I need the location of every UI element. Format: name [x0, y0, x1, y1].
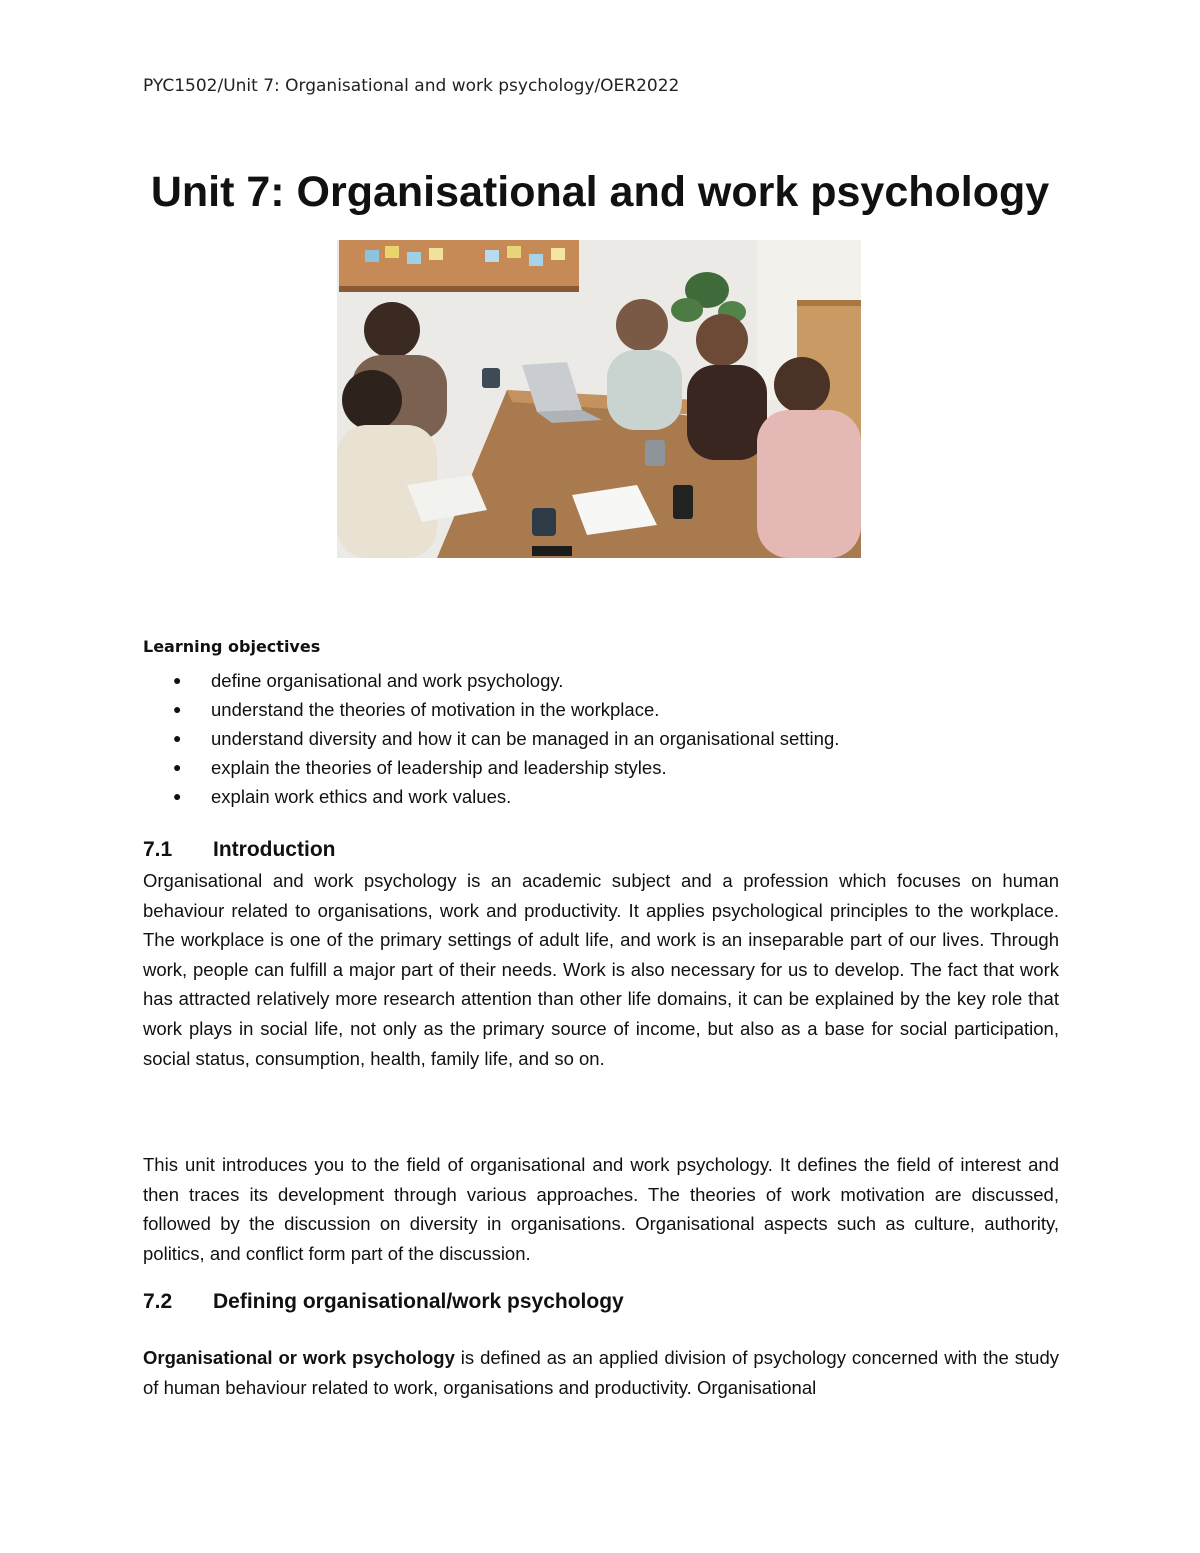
meeting-photo-icon	[337, 240, 861, 558]
list-item	[143, 724, 839, 753]
bullet-icon: ●	[173, 788, 182, 804]
list-item-text: explain the theories of leadership and leadership styles.	[211, 757, 667, 778]
list-item-text: explain work ethics and work values.	[211, 786, 512, 807]
page-title: Unit 7: Organisational and work psychology	[150, 168, 1050, 216]
running-header: PYC1502/Unit 7: Organisational and work psychology/OER2022	[143, 76, 680, 96]
definition-paragraph	[143, 1343, 1059, 1402]
list-item-text: understand the theories of motivation in the workplace.	[211, 699, 660, 720]
list-item	[143, 666, 839, 695]
list-item-text: define organisational and work psychology.	[211, 670, 564, 691]
bullet-icon: ●	[173, 730, 182, 746]
introduction-paragraph-1: Organisational and work psychology is an academic subject and a profession which focuses on human behaviour related to organisations, work and productivity. It applies psychological principles to the workplace. The workplace is one of the primary settings of adult life, and work is an inseparable part of our lives. Through work, people can fulfill a major part of their needs. Work is also necessary for us to develop. The fact that work has attracted relatively more research attention than other life domains, it can be explained by the key role that work plays in social life, not only as the primary source of income, but also as a base for social participation, social status, consumption, health, family life, and so on.	[143, 870, 1059, 1069]
list-item-text: understand diversity and how it can be managed in an organisational setting.	[211, 728, 840, 749]
definition-text: is defined as an applied division of psychology concerned with the study of human behaviour related to work, organisations and productivity. Organisational	[143, 1347, 1059, 1398]
learning-objectives-heading: Learning objectives	[143, 637, 321, 656]
meeting-photo	[337, 240, 861, 558]
bullet-icon: ●	[173, 759, 182, 775]
introduction-paragraph-2: This unit introduces you to the field of organisational and work psychology. It defines the field of interest and then traces its development through various approaches. The theories of work motivation are discussed, followed by the discussion on diversity in organisations. Organisational aspects such as culture, authority, politics, and conflict form part of the discussion.	[143, 1154, 1059, 1264]
section-title: Introduction	[213, 838, 336, 861]
bullet-icon: ●	[173, 672, 182, 688]
bullet-icon: ●	[173, 701, 182, 717]
list-item	[143, 782, 839, 811]
list-item	[143, 753, 839, 782]
section-heading-defining	[143, 1290, 624, 1314]
list-item	[143, 695, 839, 724]
section-heading-introduction	[143, 838, 335, 862]
defined-term: Organisational or work psychology	[143, 1347, 455, 1368]
section-number: 7.1	[143, 838, 173, 861]
learning-objectives-list	[143, 666, 839, 811]
section-title: Defining organisational/work psychology	[213, 1290, 624, 1313]
section-number: 7.2	[143, 1290, 173, 1313]
